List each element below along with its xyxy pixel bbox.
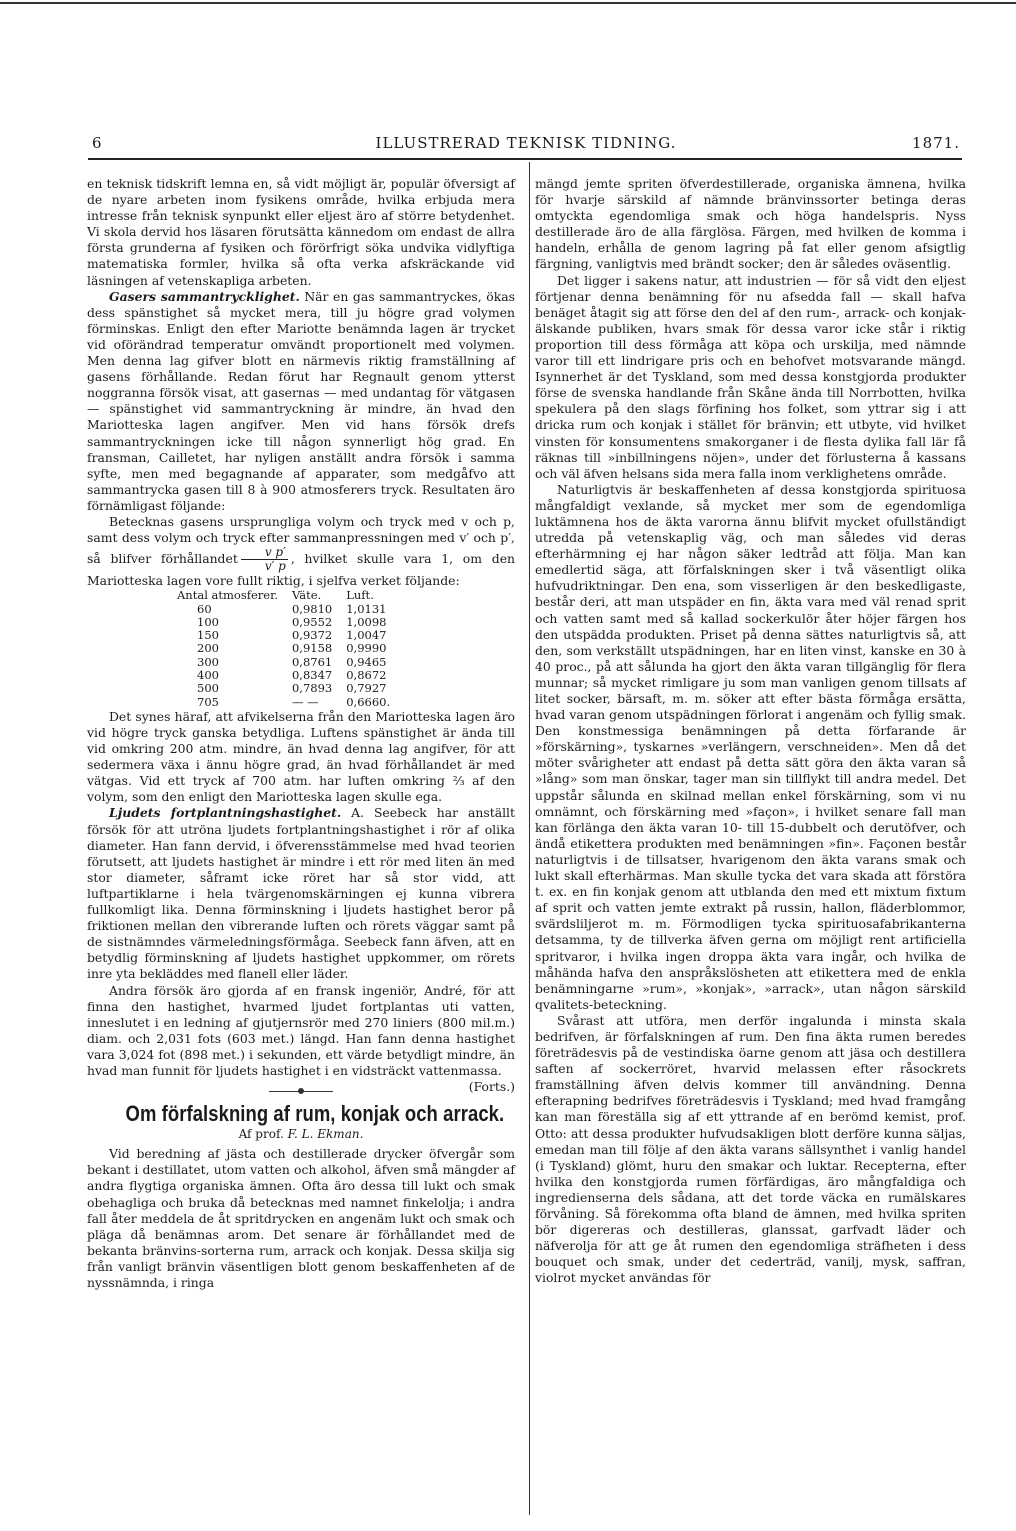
paragraph: Vid beredning af jästa och destillerade drycker öfvergår som bekant i destillatet, utom vatten och alkohol, äfven små mängder af andra flygtiga organiska ämnen. Ofta äro dessa till lukt och smak obehagliga och bruka då betecknas med namnet finkelolja; i andra fall åter meddela de åt spritdrycken en angenäm lukt och smak och pläga då benämnas arom. Det senare är förhållandet med de bekanta bränvins-sorterna rum, arrack och konjak. Dessa skilja sig från vanligt bränvin väsentligen blott genom beskaffenheten af de nyssnämnda, i ringa: [87, 1146, 515, 1291]
table-row: 400 0,8347 0,8672: [197, 668, 387, 683]
table-header: Antal atmosferer.: [177, 588, 278, 603]
column-divider: [529, 162, 530, 1515]
table-row: 705 — — 0,6660.: [197, 694, 391, 709]
paragraph: mängd jemte spriten öfverdestillerade, organiska ämnena, hvilka för hvarje särskild af nämnde bränvinssorter betinga deras omtyckta egendomliga smak och höga handelspris. Nyss destillerade äro de alla färglösa. Färgen, med hvilken de komma i handeln, erhålla de genom lagring på fat eller genom afsigtlig färgning, vanligtvis med brändt socker; den är således oväsentlig.: [535, 176, 966, 272]
author-name: F. L. Ekman.: [287, 1127, 364, 1142]
table-row: 500 0,7893 0,7927: [197, 681, 387, 696]
continued-note: (Forts.): [468, 1079, 515, 1095]
formula-numerator: v p′: [241, 546, 288, 560]
paragraph: Ljudets fortplantningshastighet. A. Seebeck har anställt försök för att utröna ljudets fortplantningshastighet i rör af olika diameter. Han fann dervid, i öfverensstämmelse med hvad teorien förutsett, att ljudets hastighet är mindre i ett rör med liten än med stor diameter, såframt icke röret har så stor vidd, att luftpartiklarne i hela tvärgenomskärningen ej kunna vibrera fullkomligt lika. Denna förminskning i ljudets hastighet beror på friktionen mellan den vibrerande luften och rörets väggar samt på de sistnämndes värmeledningsförmåga. Seebeck fann äfven, att en betydlig förminskning af ljudets hastighet uppkommer, om rörets inre yta bekläddes med flanell eller läder.: [87, 805, 515, 982]
section-heading: Gasers sammantrycklighet.: [109, 288, 300, 304]
page-number: 6: [92, 134, 103, 152]
paragraph: Svårast att utföra, men derför ingalunda i minsta skala bedrifven, är förfalskningen af rum. Den fina äkta rumen beredes företrädesvis på de vestindiska öarne genom att jäsa och destillera saften af sockerröret, hvarvid melassen efter råsockrets framställning äfven delvis kommer till användning. Denna efterapning bedrifves företrädesvis i Tyskland; med hvad framgång kan man föreställa sig af ett yttrande af en berömd kemist, prof. Otto: att dessa produkter hufvudsakligen blott derföre kunna säljas, emedan man till följe af den äkta varans sällsynthet i vanlig handel (i Tyskland) glömt, huru den smakar och luktar. Recepterna, efter hvilka den konstgjorda rumen förfärdigas, äro mångfaldiga och ingredienserna dels sådana, att det torde väcka en rumälskares förvåning. Så förekomma ofta bland de ämnen, med hvilka spriten bör digereras och destilleras, glanssat, garfvadt läder och näfverolja för att ge åt rumen den egendomliga sträfheten i dess bouquet och smak, under det cederträd, vanilj, mysk, saffran, violrot mycket användas för: [535, 1012, 966, 1286]
table-header: Luft.: [346, 588, 374, 603]
article-title: Om förfalskning af rum, konjak och arrack.: [125, 1101, 505, 1127]
year: 1871.: [912, 134, 960, 152]
right-column: [535, 176, 966, 1286]
formula-denominator: v′ p: [264, 559, 286, 574]
table-row: 150 0,9372 1,0047: [197, 628, 387, 643]
byline: Af prof. F. L. Ekman.: [238, 1127, 364, 1142]
page-header: [90, 134, 962, 160]
table-header: Väte.: [291, 588, 322, 603]
paragraph: Andra försök äro gjorda af en fransk ingeniör, André, för att finna den hastighet, hvarmed ljudet fortplantas uti vatten, inneslutet i en ledning af gjutjernsrör med 270 liniers (800 mil.m.) diam. och 2,031 fots (603 met.) längd. Han fann denna hastighet vara 3,024 fot (898 met.) i sekunden, ett värde betydligt mindre, än hvad man funnit för ljudets hastighet i en vidsträckt vattenmassa. (Forts.): [87, 982, 515, 1095]
table-row: 300 0,8761 0,9465: [197, 654, 387, 669]
paragraph: Betecknas gasens ursprungliga volym och tryck med v och p, samt dess volym och tryck efter sammanpressningen med v′ och p′, så blifver förhållandet $\frac{\text{v p′}}{v' p}$ , hvilket skulle vara 1, om den Mariotteska lagen vore fullt riktig, i sjelfva verket följande:: [87, 513, 516, 589]
section-separator: [269, 1091, 333, 1092]
header-rule: [88, 158, 962, 160]
table-row: 100 0,9552 1,0098: [197, 614, 387, 629]
paragraph: Det ligger i sakens natur, att industrien — för så vidt den eljest förtjenar denna benämning för nu afsedda fall — skall hafva benäget åtagit sig att förse den del af den rum-, arrack- och konjak-älskande publiken, hvars smak för dessa varor icke står i riktig proportion till dess förmåga att köpa och urskilja, med nämnde varor till ett lindrigare pris och en behofvet motsvarande mängd. Isynnerhet är det Tyskland, som med dessa konstgjorda produkter förse de svenska handlande från Skåne ända till Norrbotten, hvilka spekulera på den slags förfining hos folket, som yttrar sig i att dricka rum och konjak i stället för bränvin; ett utbyte, vid hvilket vinsten för konsumentens smakorganer i de flesta dylika fall lär få räknas till »inbillningens nöjen», under det förlusterna å kassans och väl äfven helsans sida mera falla inom verklighetens område.: [535, 272, 966, 481]
paragraph: en teknisk tidskrift lemna en, så vidt möjligt är, populär öfversigt af de nyare arbeten inom fysikens område, hvilka erbjuda mera intresse från teknisk synpunkt eller eljest äro af större betydenhet. Vi skola dervid hos läsaren förutsätta kännedom om endast de allra första grunderna af fysiken och förörfrigt söka undvika vidlyftiga matematiska formler, hvilka så ofta verka afskräckande vid läsningen af vetenskapliga arbeten.: [87, 176, 515, 288]
section-heading: Ljudets fortplantningshastighet.: [109, 805, 342, 821]
ratio-formula: [241, 546, 288, 573]
paragraph: Gasers sammantrycklighet. När en gas sammantryckes, ökas dess spänstighet så mycket mera, till ju högre grad volymen förminskas. Enligt den efter Mariotte benämnda lagen är trycket vid oförändrad temperatur omvändt proportionelt med volymen. Men denna lag gifver blott en närmevis riktig framställning af gasens förhållande. Redan förut har Regnault genom ytterst noggranna försök visat, att gasernas — med undantag för vätgasen — spänstighet vid sammantryckning är mindre, än hvad den Mariotteska lagen angifver. Men vid hans försök drefs sammantryckningen icke till någon synnerligt hög grad. En fransman, Cailletet, har nyligen anställt andra försök i samma syfte, men med begagnande af apparater, som medgåfvo att sammantrycka gasen till 8 à 900 atmosferers tryck. Resultaten äro förnämligast följande:: [87, 288, 515, 513]
table-row: 200 0,9158 0,9990: [197, 641, 387, 656]
compression-table: [177, 589, 404, 709]
top-border: [0, 2, 1016, 4]
journal-title: ILLUSTRERAD TEKNISK TIDNING.: [375, 134, 677, 152]
paragraph: Det synes häraf, att afvikelserna från den Mariotteska lagen äro vid högre tryck ganska betydliga. Luftens spänstighet är ända till vid omkring 200 atm. mindre, än hvad denna lag angifver, för att sedermera växa i ännu högre grad, än hvad förhållandet är med vätgas. Vid ett tryck af 700 atm. har luften omkring ⅔ af den volym, som den enligt den Mariotteska lagen skulle ega.: [87, 708, 515, 805]
table-row: 60 0,9810 1,0131: [197, 601, 387, 616]
paragraph: Naturligtvis är beskaffenheten af dessa konstgjorda spirituosa mångfaldigt vexlande, så mycket mer som de egendomliga luktämnena hos de äkta varorna ännu blifvit mycket ofullständigt utredda på vetenskaplig väg, och man således vid deras efterhärmning ej har någon säker ledtråd att följa. Man kan emedlertid säga, att förfalskningen sker i två väsentligt olika hufvudriktningar. Den ena, som visserligen är den beskedligaste, består deri, att man utspäder en fin, äkta vara med väl renad sprit och vatten samt med så kallad sockerkulör åter höjer färgen hos den utspädda produkten. Priset på denna sättes naturligtvis så, att den, som verkställt utspädningen, har en liten vinst, kanske en 30 à 40 proc., på att sålunda ha gjort den äkta varan tillgänglig för flera munnar; så mycket rimligare ju som man vanligen genom tillsats af litet socker, bärsaft, m. m. söker att efter bästa förmåga ersätta, hvad varan genom utspädningen förlorat i angenäm och fyllig smak. Den konstmessiga benämningen på detta förfarande är »förskärning», tyskarnes »verlängern, verschneiden». Men då det möter svårigheter att endast på detta sätt göra den äkta varan så »lång» som man önskar, tager man sin tillflykt till andra medel. Det uppstår sålunda en skilnad mellan enkel förskärning, som vi nu omnämnt, och förskärning med »façon», i hvilket senare fall man kan förlänga den äkta varan 10- till 15-dubbelt och derutöfver, och ändå etikettera produkten med benämningen »fin». Façonen består naturligtvis i de tillsatser, hvarigenom den äkta varans smak och lukt skall efterhärmas. Man skulle tycka det vara skada att förstöra t. ex. en fin konjak genom att utblanda den med ett mixtum fixtum af sprit och vatten jemte extrakt på russin, hallon, fläderblommor, svärdsliljerot m. m. Förmodligen tycka spirituosafabrikanterna detsamma, ty de tillverka äfven gerna om möjligt rent artificiella spritvaror, i hvilka ingen droppa äkta vara ingår, och hvilka de måhända hafva den anspråkslösheten att etikettera med de enkla benämningarne »rum», »konjak», »arrack», utan någon särskild qvalitets-beteckning.: [535, 481, 966, 1012]
left-column: [87, 176, 515, 1291]
